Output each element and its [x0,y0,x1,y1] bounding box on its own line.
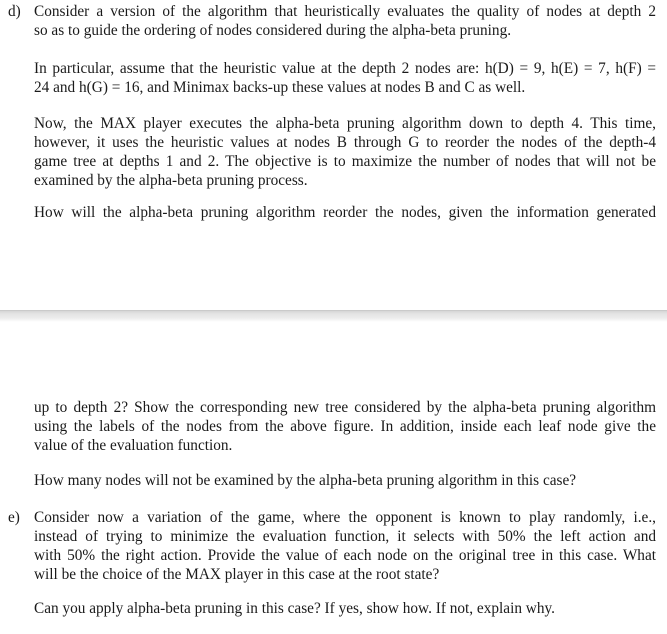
question-d-paragraph-1 [34,2,656,40]
text-line: Now, the MAX player executes the alpha-beta pruning algorithm down to depth 4. This time, [34,115,656,132]
question-d-continued-paragraph-2 [34,471,656,490]
question-d-paragraph-3 [34,114,656,190]
document-page-bottom [0,322,667,634]
question-e-marker: e) [8,509,20,526]
question-d-paragraph-4 [34,203,656,222]
text-line: using the labels of the nodes from the above figure. In addition, inside each leaf node give the [34,418,656,435]
question-d-paragraph-2 [34,59,656,97]
text-line: Can you apply alpha-beta pruning in this case? If yes, show how. If not, explain why. [34,600,555,617]
text-line: In particular, assume that the heuristic value at the depth 2 nodes are: h(D) = 9, h(E) = 7, h(F) = [34,60,656,77]
question-e-paragraph-1 [34,508,656,584]
text-line: examined by the alpha-beta pruning process. [34,172,308,189]
text-line: however, it uses the heuristic values at nodes B through G to reorder the nodes of the depth-4 [34,134,656,151]
question-e-paragraph-2 [34,599,656,618]
document-page-top [0,0,667,310]
question-d-continued-paragraph-1 [34,398,656,455]
text-line: game tree at depths 1 and 2. The objective is to maximize the number of nodes that will not be [34,153,656,170]
text-line: Consider a version of the algorithm that heuristically evaluates the quality of nodes at depth 2 [34,3,656,20]
text-line: will be the choice of the MAX player in this case at the root state? [34,566,440,583]
text-line: instead of trying to minimize the evaluation function, it selects with 50% the left action and [34,528,656,545]
text-line: value of the evaluation function. [34,437,233,454]
question-d-marker: d) [8,3,21,20]
text-line: up to depth 2? Show the corresponding new tree considered by the alpha-beta pruning algorithm [34,399,656,416]
page-break-divider [0,310,667,322]
text-line: so as to guide the ordering of nodes considered during the alpha-beta pruning. [34,22,512,39]
text-line: 24 and h(G) = 16, and Minimax backs-up these values at nodes B and C as well. [34,79,526,96]
text-line: with 50% the right action. Provide the value of each node on the original tree in this case. What [34,547,656,564]
text-line: How will the alpha-beta pruning algorithm reorder the nodes, given the information generated [34,204,656,221]
text-line: Consider now a variation of the game, where the opponent is known to play randomly, i.e., [34,509,656,526]
text-line: How many nodes will not be examined by the alpha-beta pruning algorithm in this case? [34,472,577,489]
